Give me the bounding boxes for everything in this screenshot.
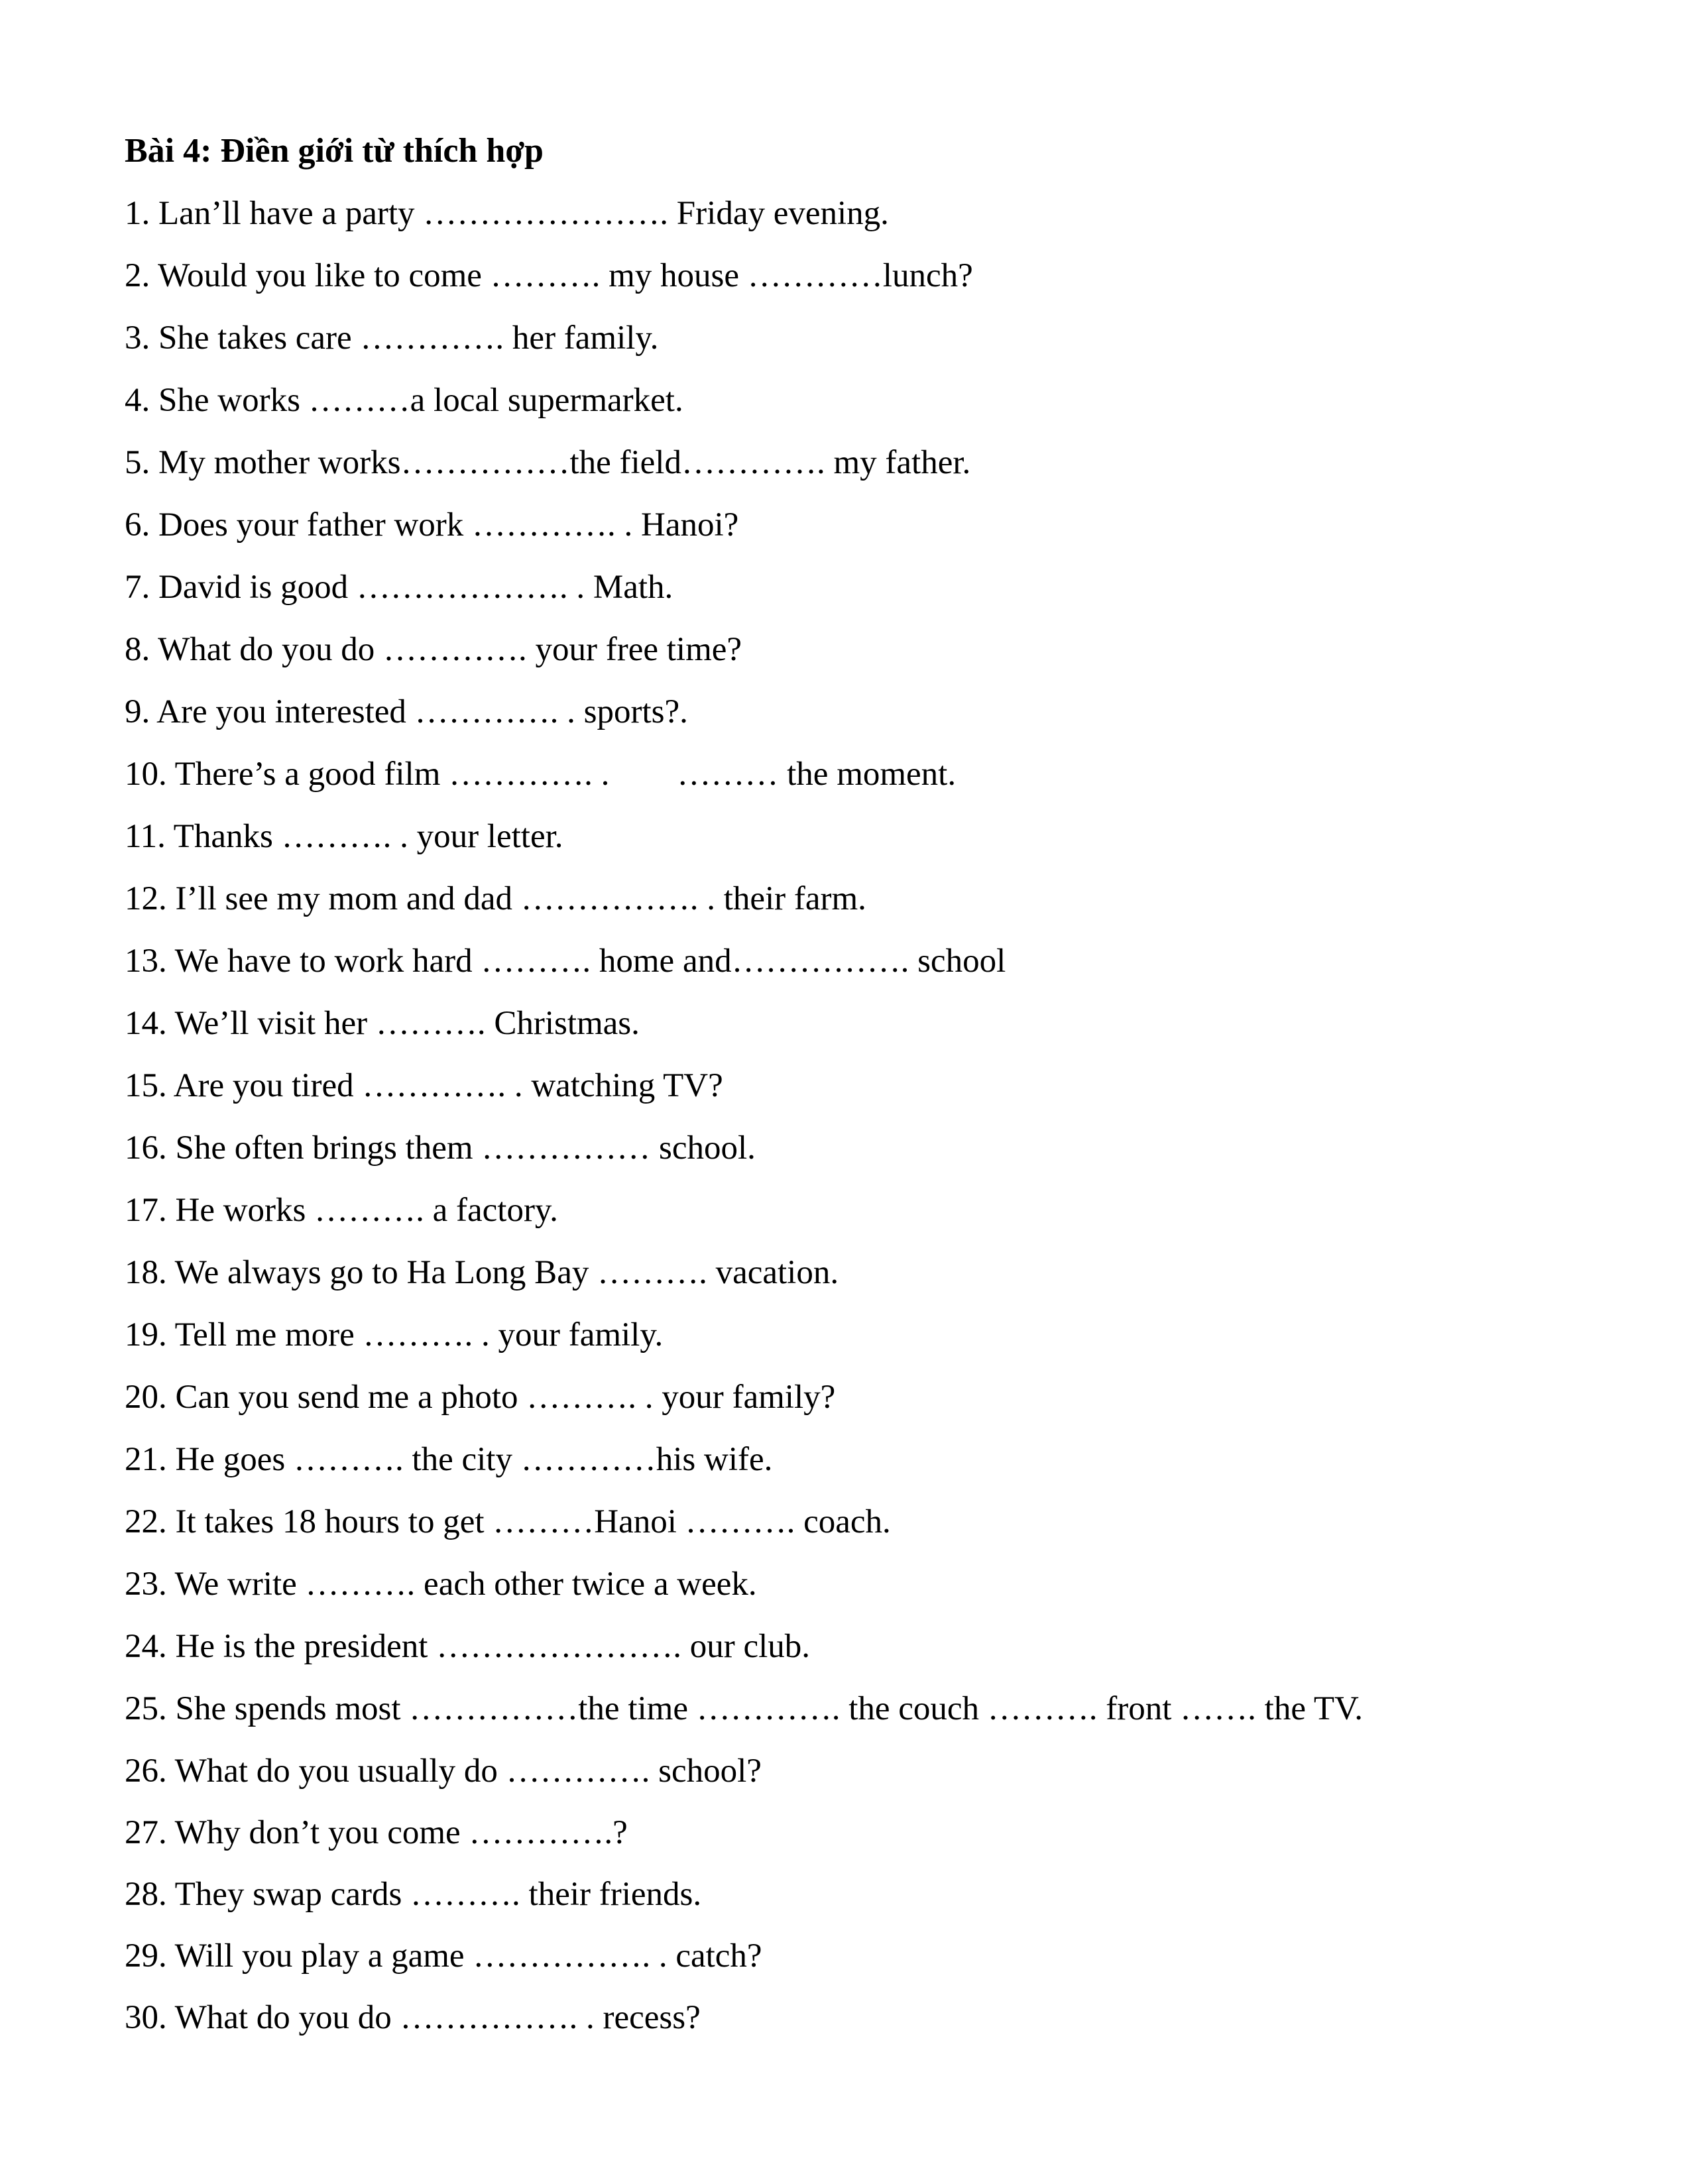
exercise-item: 13. We have to work hard ………. home and……………. school <box>125 943 1006 980</box>
exercise-item: 5. My mother works……………the field…………. my father. <box>125 444 971 481</box>
exercise-item: 9. Are you interested …………. . sports?. <box>125 693 688 730</box>
exercise-title: Bài 4: Điền giới từ thích hợp <box>125 132 544 170</box>
exercise-item: 29. Will you play a game ……………. . catch? <box>125 1937 762 1975</box>
exercise-item: 19. Tell me more ………. . your family. <box>125 1316 664 1353</box>
exercise-item: 27. Why don’t you come ………….? <box>125 1814 628 1851</box>
exercise-item: 22. It takes 18 hours to get ………Hanoi ………. coach. <box>125 1503 891 1540</box>
exercise-item: 6. Does your father work …………. . Hanoi? <box>125 506 739 544</box>
exercise-list <box>125 192 1363 2058</box>
exercise-item: 16. She often brings them …………… school. <box>125 1129 756 1167</box>
exercise-item: 8. What do you do …………. your free time? <box>125 631 742 668</box>
exercise-item: 15. Are you tired …………. . watching TV? <box>125 1067 723 1104</box>
exercise-item: 14. We’ll visit her ………. Christmas. <box>125 1005 640 1042</box>
exercise-item: 20. Can you send me a photo ………. . your family? <box>125 1379 836 1416</box>
exercise-item: 1. Lan’ll have a party …………………. Friday evening. <box>125 195 889 232</box>
exercise-item: 7. David is good ………………. . Math. <box>125 569 673 606</box>
exercise-item: 10. There’s a good film …………. . ……… the moment. <box>125 756 957 793</box>
exercise-item: 23. We write ………. each other twice a week. <box>125 1566 757 1603</box>
exercise-item: 3. She takes care …………. her family. <box>125 319 659 357</box>
exercise-item: 12. I’ll see my mom and dad ……………. . their farm. <box>125 880 866 917</box>
exercise-item: 24. He is the president …………………. our club. <box>125 1628 811 1665</box>
exercise-item: 25. She spends most ……………the time …………. the couch ………. front ……. the TV. <box>125 1690 1363 1727</box>
exercise-item: 21. He goes ………. the city …………his wife. <box>125 1441 773 1478</box>
exercise-item: 11. Thanks ………. . your letter. <box>125 818 563 855</box>
exercise-item: 17. He works ………. a factory. <box>125 1192 558 1229</box>
exercise-item: 26. What do you usually do …………. school? <box>125 1753 762 1790</box>
exercise-item: 30. What do you do ……………. . recess? <box>125 1999 701 2036</box>
exercise-item: 4. She works ………a local supermarket. <box>125 382 683 419</box>
exercise-item: 18. We always go to Ha Long Bay ………. vacation. <box>125 1254 839 1291</box>
exercise-item: 2. Would you like to come ………. my house …………lunch? <box>125 257 973 294</box>
exercise-item: 28. They swap cards ………. their friends. <box>125 1876 702 1913</box>
